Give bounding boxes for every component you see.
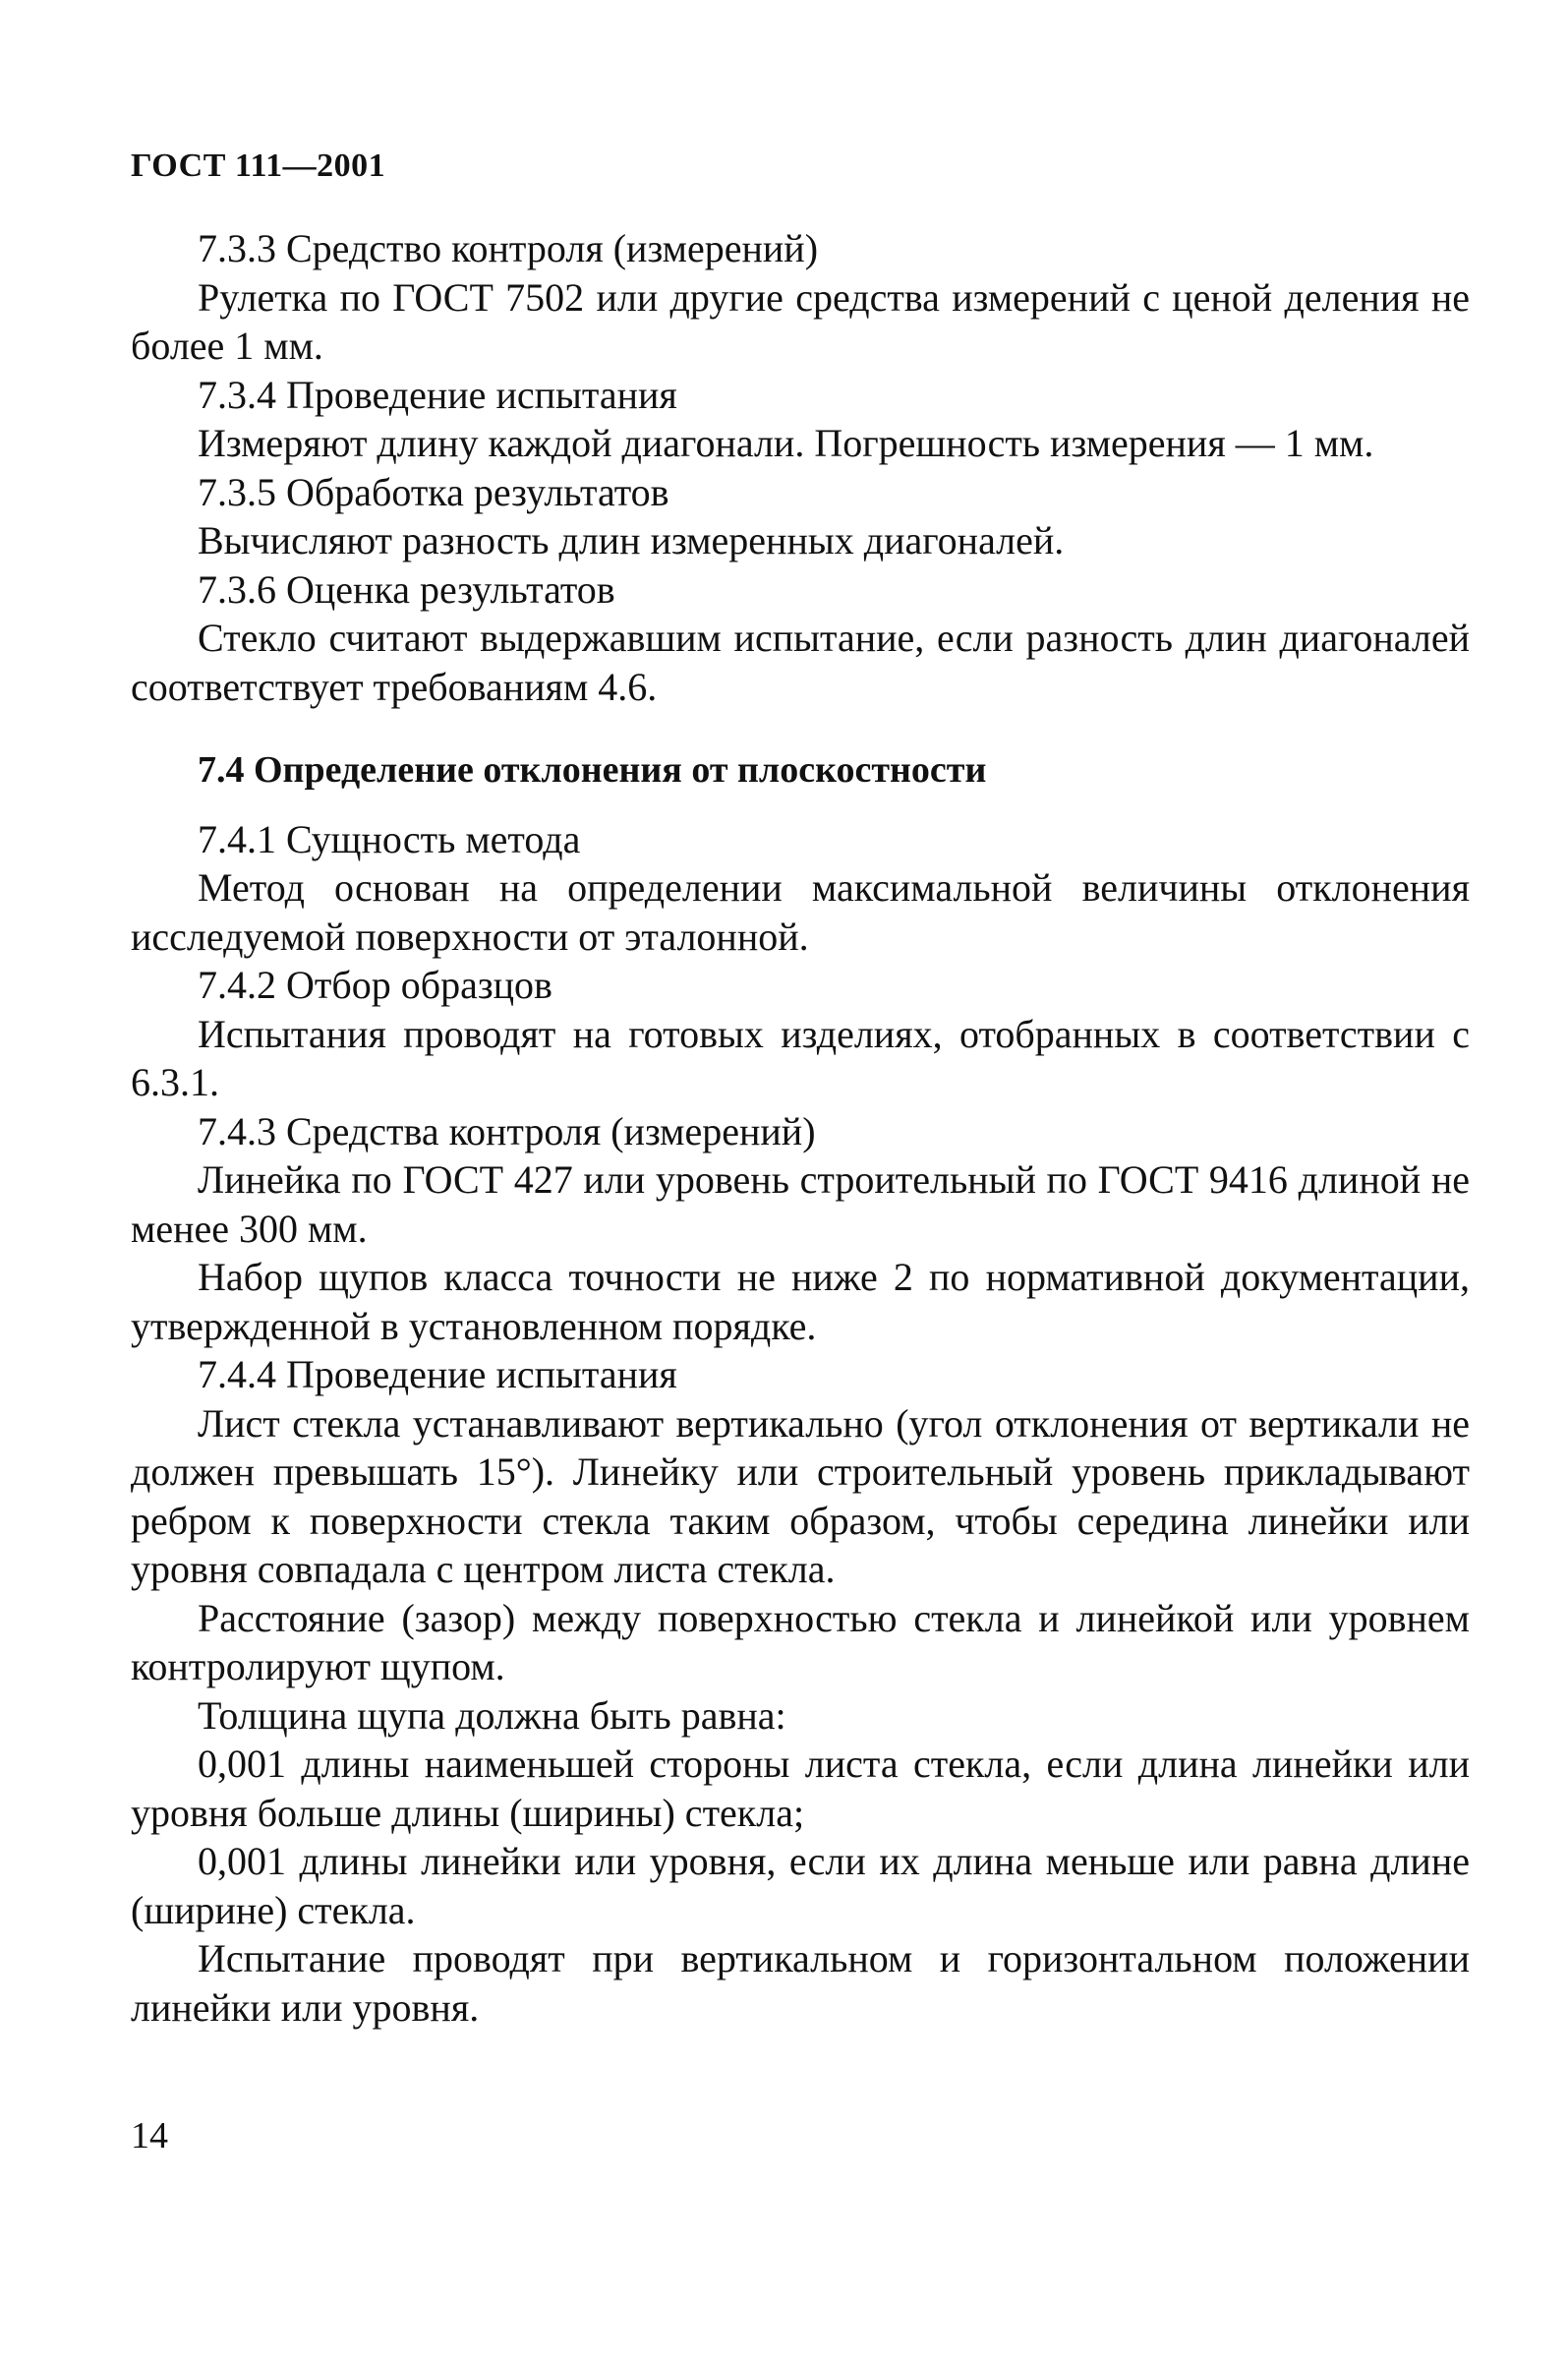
subsection-title: 7.3.4 Проведение испытания bbox=[198, 372, 677, 417]
subsection-title: 7.4.3 Средства контроля (измерений) bbox=[198, 1108, 816, 1153]
paragraph: Толщина щупа должна быть равна: bbox=[198, 1692, 786, 1738]
paragraph: Измеряют длину каждой диагонали. Погрешность измерения — 1 мм. bbox=[198, 421, 1374, 465]
paragraph: 0,001 длины линейки или уровня, если их длина меньше или равна длине (ширине) стекла. bbox=[131, 1839, 1470, 1932]
page-number: 14 bbox=[131, 2115, 168, 2156]
paragraph: Испытание проводят при вертикальном и горизонтальном положении линейки или уровня. bbox=[131, 1936, 1470, 2030]
subsection-title: 7.4.2 Отбор образцов bbox=[198, 963, 552, 1007]
section-heading: 7.4 Определение отклонения от плоскостности bbox=[198, 749, 987, 791]
subsection-title: 7.3.5 Обработка результатов bbox=[198, 469, 669, 514]
subsection-title: 7.3.3 Средство контроля (измерений) bbox=[198, 226, 819, 270]
paragraph: Вычисляют разность длин измеренных диагоналей. bbox=[198, 518, 1065, 562]
subsection-title: 7.3.6 Оценка результатов bbox=[198, 566, 615, 612]
subsection-title: 7.4.4 Проведение испытания bbox=[198, 1352, 677, 1396]
document-code-header: ГОСТ 111—2001 bbox=[131, 148, 386, 184]
paragraph: Расстояние (зазор) между поверхностью стекла и линейкой или уровнем контролируют щупом. bbox=[131, 1595, 1470, 1688]
paragraph: Стекло считают выдержавшим испытание, если разность длин диагоналей соответствует требованиям 4.6. bbox=[131, 616, 1470, 709]
paragraph: Испытания проводят на готовых изделиях, отобранных в соответствии с 6.3.1. bbox=[131, 1011, 1470, 1104]
paragraph: Лист стекла устанавливают вертикально (угол отклонения от вертикали не должен превышать 15°). Линейку или строительный уровень прикладывают ребром к поверхности стекла таким образом, чтобы середина линейки или уровня совпадала с центром листа стекла. bbox=[131, 1400, 1470, 1591]
paragraph: Линейка по ГОСТ 427 или уровень строительный по ГОСТ 9416 длиной не менее 300 мм. bbox=[131, 1157, 1470, 1251]
paragraph: Рулетка по ГОСТ 7502 или другие средства измерений с ценой деления не более 1 мм. bbox=[131, 274, 1470, 368]
document-body bbox=[131, 224, 1470, 2032]
paragraph: Метод основан на определении максимальной величины отклонения исследуемой поверхности от эталонной. bbox=[131, 865, 1470, 959]
paragraph: 0,001 длины наименьшей стороны листа стекла, если длина линейки или уровня больше длины (ширины) стекла; bbox=[131, 1742, 1470, 1835]
subsection-title: 7.4.1 Сущность метода bbox=[198, 816, 581, 861]
paragraph: Набор щупов класса точности не ниже 2 по нормативной документации, утвержденной в установленном порядке. bbox=[131, 1255, 1470, 1348]
